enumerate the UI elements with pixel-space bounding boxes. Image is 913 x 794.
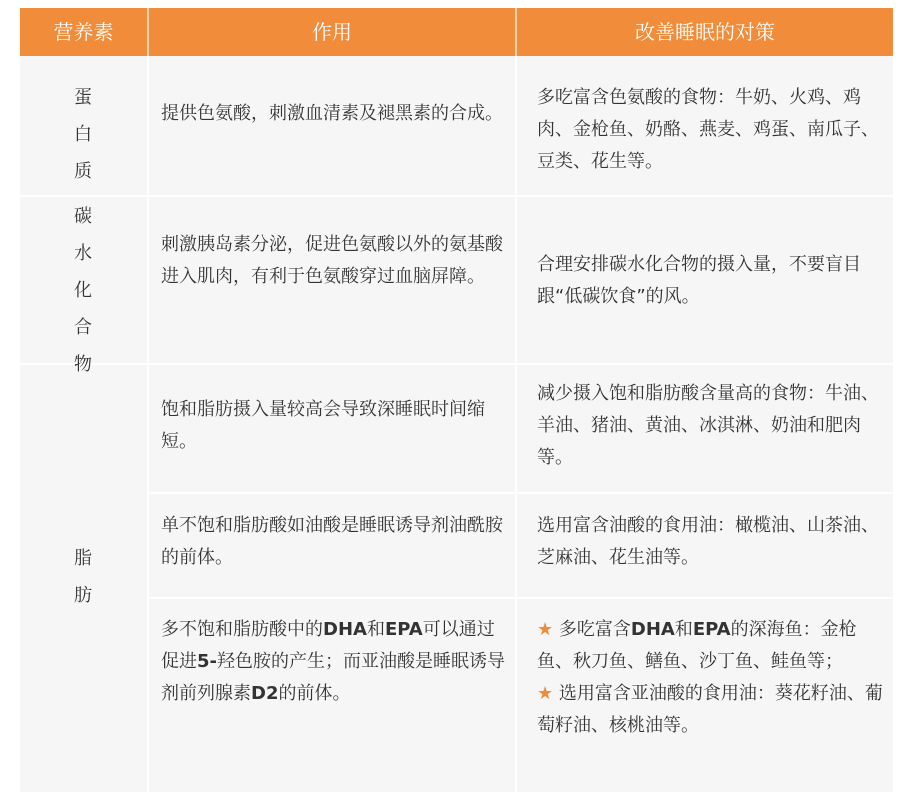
column-divider — [147, 56, 149, 792]
strategy-item-fish — [537, 614, 887, 678]
text-run: 和 — [674, 619, 693, 640]
text-run: 选用富含亚油酸的食用油：葵花籽油、葡萄籽油、核桃油等。 — [537, 683, 883, 736]
text-run: 羟色胺的产生；而亚油酸是睡眠诱导剂前列腺素 — [161, 651, 505, 704]
header-effect: 作用 — [312, 20, 352, 44]
nutrient-char: 蛋 — [74, 87, 92, 108]
row-divider — [20, 363, 893, 365]
text-run-bold: D2 — [251, 683, 279, 704]
star-icon: ★ — [537, 619, 554, 640]
header-nutrient: 营养素 — [53, 20, 114, 44]
poly-fat-strategy — [537, 614, 887, 742]
nutrient-char: 质 — [74, 161, 92, 182]
nutrient-carbs — [68, 198, 98, 383]
nutrient-char: 肪 — [74, 585, 92, 606]
header-divider — [515, 8, 517, 56]
nutrient-fat — [68, 540, 98, 614]
text-run-bold: DHA — [323, 619, 367, 640]
nutrient-char: 合 — [74, 317, 92, 338]
nutrient-char: 白 — [74, 124, 92, 145]
nutrition-sleep-table — [20, 8, 893, 792]
text-run: 多不饱和脂肪酸中的 — [161, 619, 323, 640]
table-header — [20, 8, 893, 56]
poly-fat-effect — [161, 614, 511, 710]
strategy-item-oil — [537, 678, 887, 742]
text-run-bold: EPA — [692, 619, 731, 640]
nutrient-char: 化 — [74, 280, 92, 301]
nutrient-protein — [68, 79, 98, 190]
header-divider — [147, 8, 149, 56]
text-run: 的前体。 — [278, 683, 351, 704]
star-icon: ★ — [537, 683, 554, 704]
nutrient-char: 碳 — [74, 206, 92, 227]
nutrient-char: 水 — [74, 243, 92, 264]
protein-strategy: 多吃富含色氨酸的食物：牛奶、火鸡、鸡肉、金枪鱼、奶酪、燕麦、鸡蛋、南瓜子、豆类、花生等。 — [537, 87, 879, 172]
text-run: 可以通过促进 — [161, 619, 495, 672]
column-divider — [515, 56, 517, 792]
protein-effect: 提供色氨酸，刺激血清素及褪黑素的合成。 — [161, 103, 503, 124]
text-run: 和 — [366, 619, 385, 640]
text-run-bold: EPA — [384, 619, 423, 640]
carbs-strategy: 合理安排碳水化合物的摄入量，不要盲目跟“低碳饮食”的风。 — [537, 254, 861, 307]
nutrient-char: 脂 — [74, 548, 92, 569]
saturated-fat-effect: 饱和脂肪摄入量较高会导致深睡眠时间缩短。 — [161, 399, 485, 452]
row-divider — [20, 195, 893, 197]
saturated-fat-strategy: 减少摄入饱和脂肪酸含量高的食物：牛油、羊油、猪油、黄油、冰淇淋、奶油和肥肉等。 — [537, 383, 879, 468]
header-strategy: 改善睡眠的对策 — [635, 20, 775, 44]
mono-fat-effect: 单不饱和脂肪酸如油酸是睡眠诱导剂油酰胺的前体。 — [161, 515, 503, 568]
row-divider — [149, 597, 893, 599]
text-run: 的深海鱼：金枪鱼、秋刀鱼、鳝鱼、沙丁鱼、鲑鱼等； — [537, 619, 857, 672]
nutrient-char: 物 — [74, 354, 92, 375]
mono-fat-strategy: 选用富含油酸的食用油：橄榄油、山茶油、芝麻油、花生油等。 — [537, 515, 879, 568]
text-run-bold: DHA — [630, 619, 675, 640]
text-run-bold: 5- — [197, 651, 217, 672]
text-run: 多吃富含 — [553, 619, 631, 640]
carbs-effect: 刺激胰岛素分泌，促进色氨酸以外的氨基酸进入肌肉，有利于色氨酸穿过血脑屏障。 — [161, 234, 503, 287]
row-divider — [149, 492, 893, 494]
